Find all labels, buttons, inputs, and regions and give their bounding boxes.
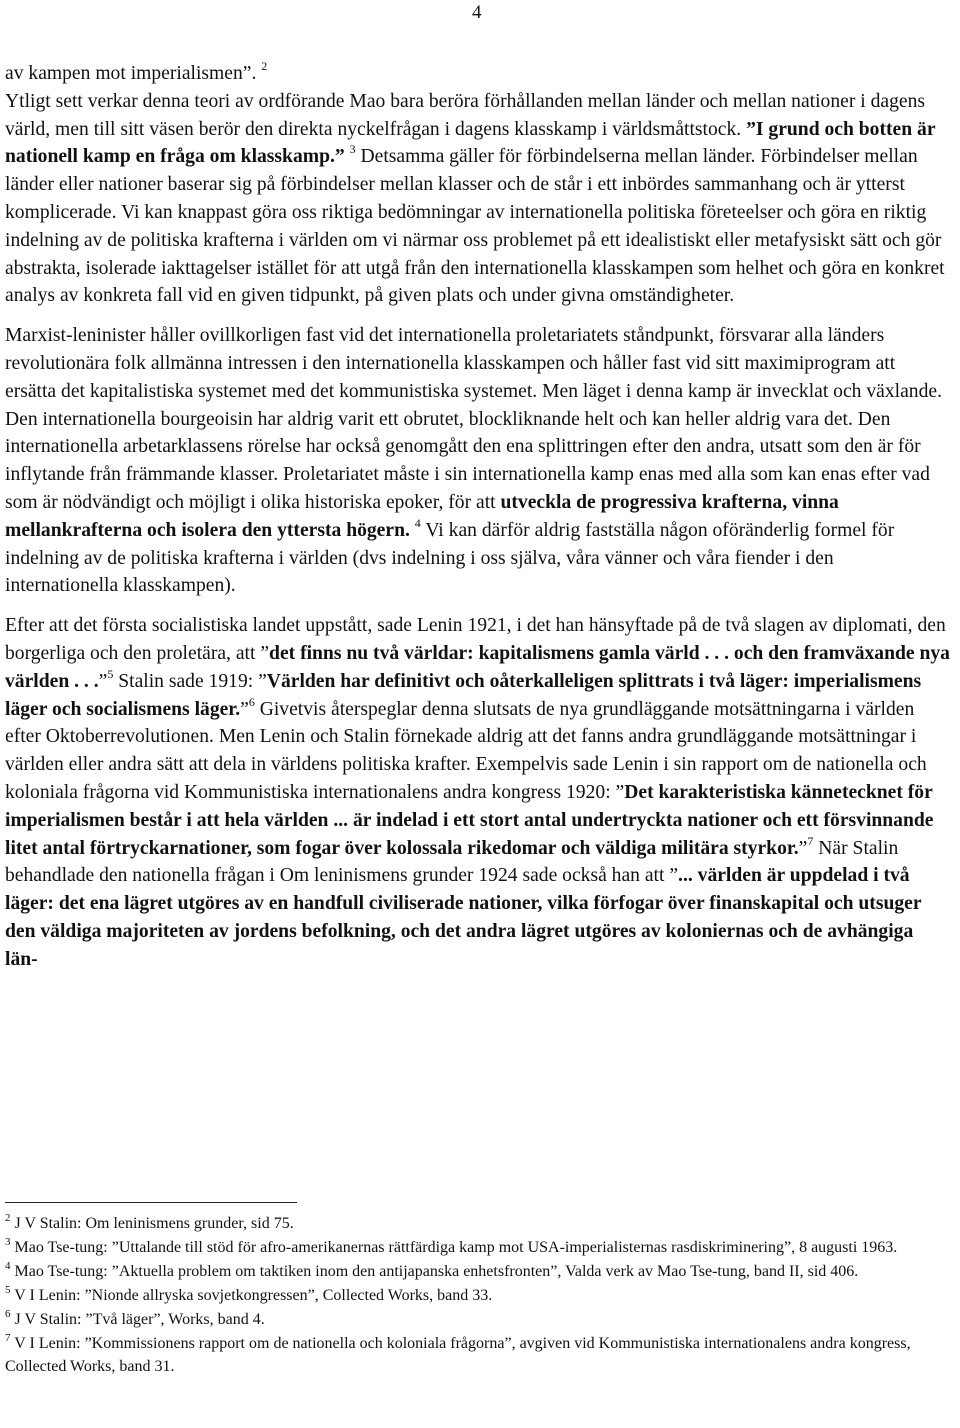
footnotes bbox=[5, 1212, 950, 1379]
paragraph-3-text-c: Stalin sade 1919: ” bbox=[113, 670, 267, 692]
footnote-separator bbox=[5, 1202, 297, 1203]
paragraph-3-text-g: När Stalin behandlade den nationella frågan i Om leninismens grunder 1924 sade också han att ” bbox=[5, 837, 899, 887]
paragraph-3-bold-quote-2: Världen har definitivt och oåterkalleligen splittrats i två läger: imperialismens läger och socialismens läger. bbox=[5, 670, 922, 720]
footnote-number: 3 bbox=[5, 1236, 11, 1248]
footnote-text: J V Stalin: Om leninismens grunder, sid 75. bbox=[14, 1215, 294, 1232]
footnote-number: 4 bbox=[5, 1260, 11, 1272]
page-number: 4 bbox=[472, 2, 482, 23]
footnote-ref-5[interactable]: 5 bbox=[107, 666, 114, 681]
paragraph-2-text-a: Marxist-leninister håller ovillkorligen fast vid det internationella proletariatets ståndpunkt, försvarar alla länders revolutionära folk allmänna intressen i den internationella klasskampen och håller fast vid sitt maximiprogram att ersätta det kapitalistiska systemet med det kommunistiska systemet. Men läget i denna kamp är invecklat och växlande. Den internationella bourgeoisin har aldrig varit ett obrutet, blockliknande helt och kan heller aldrig vara det. Den internationella arbetarklassens rörelse har också genomgått den ena splittringen efter den andra, utsatt som den är för inflytande från främmande klasser. Proletariatet måste i sin internationella kamp enas med alla som kan enas efter vad som är nödvändigt och möjligt i olika historiska epoker, för att bbox=[5, 325, 942, 513]
footnote bbox=[5, 1332, 950, 1378]
paragraph-1 bbox=[5, 88, 950, 310]
paragraph-0 bbox=[5, 60, 950, 88]
footnote-text: V I Lenin: ”Kommissionens rapport om de nationella och koloniala frågorna”, avgiven vid Kommunistiska internationalens andra kongress, Collected Works, band 31. bbox=[5, 1335, 911, 1375]
footnote-number: 7 bbox=[5, 1332, 11, 1344]
footnote bbox=[5, 1212, 950, 1235]
paragraph-3-bold-quote-3: Det karakteristiska kännetecknet för imperialismen består i att hela världen ... är indelad i ett stort antal undertryckta nationer och ett försvinnande litet antal förtryckarnationer, som fogar över kolossala rikedomar och väldiga militära styrkor. bbox=[5, 781, 934, 859]
footnote-ref-6[interactable]: 6 bbox=[248, 694, 255, 709]
footnote-text: Mao Tse-tung: ”Uttalande till stöd för afro-amerikanernas rättfärdiga kamp mot USA-imperialisternas rasdiskriminering”, 8 augusti 1963. bbox=[14, 1239, 898, 1256]
footnote-ref-7[interactable]: 7 bbox=[807, 833, 814, 848]
paragraph-1-text-c: Detsamma gäller för förbindelserna mellan länder. Förbindelser mellan länder eller nationer baserar sig på förbindelser mellan klasser och de står i ett inbördes sammanhang och är ytterst komplicerade. Vi kan knappast göra oss riktiga bedömningar av internationella politiska företeelser och göra en riktig indelning av de politiska krafterna i världen om vi närmar oss problemet på ett idealistiskt eller metafysiskt sätt och gör abstrakta, isolerade iakttagelser istället för att utgå från den internationella klasskampen som helhet och göra en konkret analys av konkreta fall vid en given tidpunkt, på given plats och under givna omständigheter. bbox=[5, 146, 945, 307]
footnote bbox=[5, 1308, 950, 1331]
paragraph-1-bold-quote: ”I grund och botten är nationell kamp en fråga om klasskamp.” bbox=[5, 118, 936, 168]
paragraph-1-text-a: Ytligt sett verkar denna teori av ordförande Mao bara beröra förhållanden mellan länder och mellan nationer i dagens värld, men till sitt väsen berör den direkta nyckelfrågan i dagens klasskamp i världsmåttstock. bbox=[5, 90, 925, 140]
footnote-number: 6 bbox=[5, 1308, 11, 1320]
footnote-text: V I Lenin: ”Nionde allryska sovjetkongressen”, Collected Works, band 33. bbox=[14, 1287, 493, 1304]
paragraph-3-text-a: Efter att det första socialistiska landet uppstått, sade Lenin 1921, i det han hänsyftade på de två slagen av diplomati, den borgerliga och den proletära, att ” bbox=[5, 615, 946, 664]
paragraph-3-bold-quote-1: det finns nu två världar: kapitalismens gamla värld . . . och den framväxande nya världen . . . bbox=[5, 642, 950, 692]
footnote-ref-2[interactable]: 2 bbox=[261, 59, 268, 73]
paragraph-0-text: av kampen mot imperialismen”. bbox=[5, 63, 257, 84]
footnote-ref-3[interactable]: 3 bbox=[349, 142, 356, 157]
footnote bbox=[5, 1236, 950, 1259]
paragraph-3: Efter att det första socialistiska landet uppstått, sade Lenin 1921, i det han hänsyftade på de två slagen av diplomati, den borgerliga och den proletära, att ”det finns nu två världar: kapitalismens gamla värld . . . och den framväxande nya världen . . .”$^5$ Stalin sade 1919: ”Världen har definitivt och oåterkalleligen splittrats i två läger: imperialismens läger och socialismens läger.”$^6$ Givetvis återspeglar denna slutsats de nya grundläggande motsättningarna i världen efter Oktoberrevolutionen. Men Lenin och Stalin förnekade aldrig att det fanns andra grundläggande motsättningar i världen eller andra sätt att dela in världens politiska krafter. Exempelvis sade Lenin i sin rapport om de nationella och koloniala frågorna vid Kommunistiska internationalens andra kongress 1920: ”Det karakteristiska kännetecknet för imperialismen består i att hela världen ... är indelad i ett stort antal undertryckta nationer och ett försvinnande litet antal förtryckarnationer, som fogar över kolossala rikedomar och väldiga militära styrkor.”$^7$ När Stalin behandlade den nationella frågan i Om leninismens grunder 1924 sade också han att ”... världen är uppdelad i två läger: det ena lägret utgöres av en handfull civiliserade nationer, vilka förfogar över finanskapital och utsuger den väldiga majoriteten av jordens befolkning, och det andra lägret utgöres av koloniernas och de avhängiga län- bbox=[5, 615, 950, 970]
footnote-text: J V Stalin: ”Två läger”, Works, band 4. bbox=[14, 1311, 265, 1328]
paragraph-2-bold-quote: utveckla de progressiva krafterna, vinna mellankrafterna och isolera den yttersta högern. bbox=[5, 491, 839, 541]
body-text bbox=[5, 60, 950, 986]
footnote bbox=[5, 1284, 950, 1307]
footnote-text: Mao Tse-tung: ”Aktuella problem om taktiken inom den antijapanska enhetsfronten”, Valda verk av Mao Tse-tung, band II, sid 406. bbox=[14, 1263, 859, 1280]
paragraph-3-text-e: Givetvis återspeglar denna slutsats de nya grundläggande motsättningarna i världen efter Oktoberrevolutionen. Men Lenin och Stalin förnekade aldrig att det fanns andra grundläggande motsättningar i världen eller andra sätt att dela in världens politiska krafter. Exempelvis sade Lenin i sin rapport om de nationella och koloniala frågorna vid Kommunistiska internationalens andra kongress 1920: ” bbox=[5, 698, 927, 803]
footnote-number: 2 bbox=[5, 1212, 11, 1224]
footnote-ref-4[interactable]: 4 bbox=[414, 515, 421, 530]
footnote bbox=[5, 1260, 950, 1283]
paragraph-3-bold-quote-4: ... världen är uppdelad i två läger: det ena lägret utgöres av en handfull civiliserade nationer, vilka förfogar över finanskapital och utsuger den väldiga majoriteten av jordens befolkning, och det andra lägret utgöres av koloniernas och de avhängiga län- bbox=[5, 865, 922, 970]
paragraph-2 bbox=[5, 322, 950, 600]
paragraph-2-text-c: Vi kan därför aldrig fastställa någon oföränderlig formel för indelning av de politiska krafterna i världen (dvs indelning i oss själva, våra vänner och våra fiender i den internationella klasskampen). bbox=[5, 519, 895, 597]
footnote-number: 5 bbox=[5, 1284, 11, 1296]
